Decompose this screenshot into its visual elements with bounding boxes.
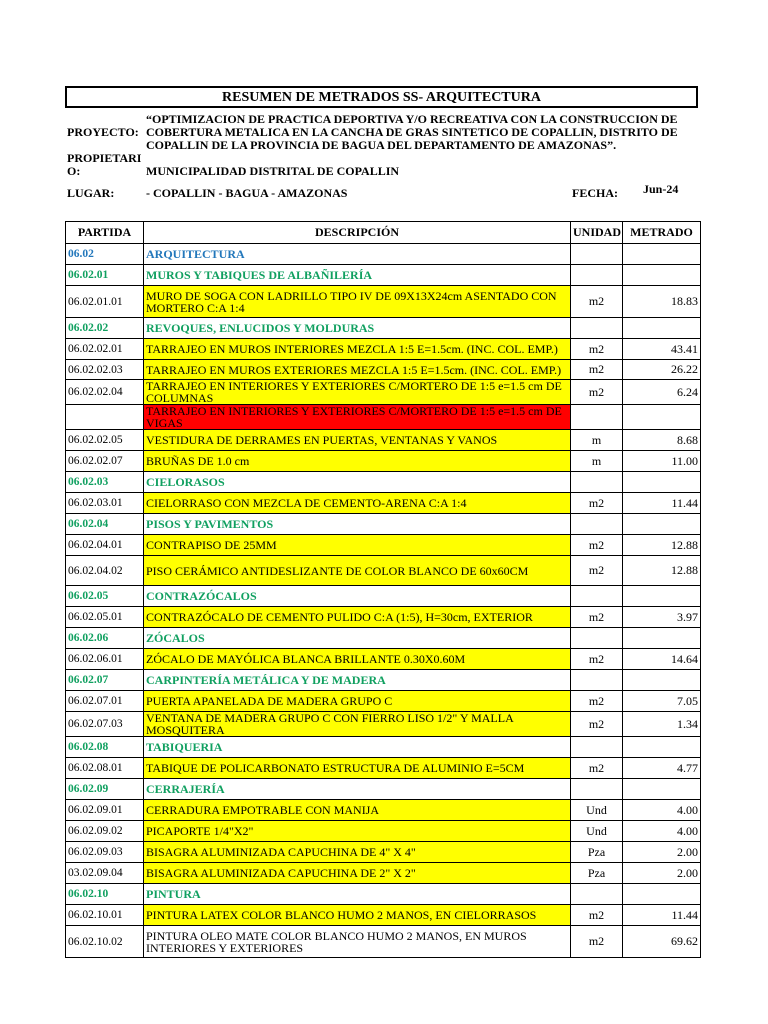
descripcion-cell: PINTURA LATEX COLOR BLANCO HUMO 2 MANOS, EN CIELORRASOS (144, 905, 571, 926)
descripcion-cell: CONTRAZÓCALOS (144, 586, 571, 607)
unidad-cell: m (571, 430, 623, 451)
metrado-cell (623, 405, 701, 430)
metrado-cell: 2.00 (623, 863, 701, 884)
metrado-cell: 7.05 (623, 691, 701, 712)
unidad-cell: m2 (571, 380, 623, 405)
partida-cell: 06.02.02.05 (66, 430, 144, 451)
unidad-cell (571, 586, 623, 607)
table-row (66, 863, 701, 884)
lugar-label: LUGAR: (67, 186, 115, 200)
propietario-value: MUNICIPALIDAD DISTRITAL DE COPALLIN (146, 164, 400, 178)
unidad-cell (571, 514, 623, 535)
table-row (66, 286, 701, 318)
table-row (66, 318, 701, 339)
partida-cell: 06.02.01 (66, 265, 144, 286)
table-row (66, 451, 701, 472)
descripcion-cell: PICAPORTE 1/4"X2" (144, 821, 571, 842)
metrado-cell: 14.64 (623, 649, 701, 670)
descripcion-cell: BRUÑAS DE 1.0 cm (144, 451, 571, 472)
partida-cell: 06.02.09.02 (66, 821, 144, 842)
metrados-table (65, 221, 701, 958)
table-row (66, 884, 701, 905)
metrado-cell: 4.00 (623, 800, 701, 821)
table-row (66, 380, 701, 405)
metrado-cell (623, 318, 701, 339)
document-title: RESUMEN DE METRADOS SS- ARQUITECTURA (65, 86, 698, 108)
partida-cell: 06.02.02.07 (66, 451, 144, 472)
unidad-cell: m2 (571, 360, 623, 380)
descripcion-cell: MUROS Y TABIQUES DE ALBAÑILERÍA (144, 265, 571, 286)
partida-cell: 03.02.09.04 (66, 863, 144, 884)
metrado-cell (623, 779, 701, 800)
descripcion-cell: TARRAJEO EN MUROS INTERIORES MEZCLA 1:5 E=1.5cm. (INC. COL. EMP.) (144, 339, 571, 360)
table-row (66, 758, 701, 779)
lugar-value: - COPALLIN - BAGUA - AMAZONAS (146, 186, 348, 200)
fecha-value: Jun-24 (643, 182, 679, 196)
metrado-cell: 11.44 (623, 493, 701, 514)
descripcion-cell: REVOQUES, ENLUCIDOS Y MOLDURAS (144, 318, 571, 339)
table-row (66, 405, 701, 430)
descripcion-cell: PUERTA APANELADA DE MADERA GRUPO C (144, 691, 571, 712)
table-row (66, 360, 701, 380)
unidad-cell (571, 318, 623, 339)
unidad-cell: m2 (571, 905, 623, 926)
proyecto-text: “OPTIMIZACION DE PRACTICA DEPORTIVA Y/O RECREATIVA CON LA CONSTRUCCION DE COBERTURA METALICA EN LA CANCHA DE GRAS SINTETICO DE COPALLIN, DISTRITO DE COPALLIN DE LA PROVINCIA DE BAGUA DEL DEPARTAMENTO DE AMAZONAS”. (146, 112, 678, 152)
table-row (66, 430, 701, 451)
table-row (66, 472, 701, 493)
table-row (66, 607, 701, 628)
table-row (66, 691, 701, 712)
table-row (66, 905, 701, 926)
table-row (66, 712, 701, 737)
partida-cell: 06.02.03.01 (66, 493, 144, 514)
unidad-cell: m2 (571, 649, 623, 670)
descripcion-cell: PINTURA (144, 884, 571, 905)
metrado-cell (623, 884, 701, 905)
unidad-cell (571, 628, 623, 649)
descripcion-cell: CIELORASOS (144, 472, 571, 493)
table-row (66, 926, 701, 958)
metrado-cell: 12.88 (623, 556, 701, 586)
unidad-cell: m2 (571, 339, 623, 360)
table-header-row (66, 222, 701, 244)
descripcion-cell: PISO CERÁMICO ANTIDESLIZANTE DE COLOR BLANCO DE 60x60CM (144, 556, 571, 586)
partida-cell: 06.02 (66, 244, 144, 265)
metrado-cell (623, 670, 701, 691)
table-row (66, 514, 701, 535)
unidad-cell: m2 (571, 493, 623, 514)
metrado-cell (623, 628, 701, 649)
table-row (66, 779, 701, 800)
metrado-cell (623, 737, 701, 758)
metrado-cell (623, 514, 701, 535)
partida-cell: 06.02.10.02 (66, 926, 144, 958)
partida-cell: 06.02.09.01 (66, 800, 144, 821)
unidad-cell (571, 779, 623, 800)
metrado-cell: 12.88 (623, 535, 701, 556)
descripcion-cell: VENTANA DE MADERA GRUPO C CON FIERRO LISO 1/2" Y MALLA MOSQUITERA (144, 712, 571, 737)
unidad-cell: m2 (571, 286, 623, 318)
descripcion-cell: TARRAJEO EN INTERIORES Y EXTERIORES C/MORTERO DE 1:5 e=1.5 cm DE VIGAS (144, 405, 571, 430)
partida-cell: 06.02.09 (66, 779, 144, 800)
metrado-cell (623, 586, 701, 607)
partida-cell: 06.02.03 (66, 472, 144, 493)
descripcion-cell: BISAGRA ALUMINIZADA CAPUCHINA DE 2" X 2" (144, 863, 571, 884)
fecha-label: FECHA: (572, 186, 618, 200)
col-header-unidad: UNIDAD (571, 222, 623, 244)
partida-cell: 06.02.06.01 (66, 649, 144, 670)
table-row (66, 265, 701, 286)
descripcion-cell: ZÓCALOS (144, 628, 571, 649)
descripcion-cell: CERRADURA EMPOTRABLE CON MANIJA (144, 800, 571, 821)
unidad-cell (571, 670, 623, 691)
descripcion-cell: TARRAJEO EN INTERIORES Y EXTERIORES C/MORTERO DE 1:5 e=1.5 cm DE COLUMNAS (144, 380, 571, 405)
unidad-cell: m2 (571, 712, 623, 737)
table-row (66, 628, 701, 649)
metrado-cell: 11.44 (623, 905, 701, 926)
partida-cell: 06.02.06 (66, 628, 144, 649)
unidad-cell: m2 (571, 926, 623, 958)
table-row (66, 244, 701, 265)
unidad-cell: Pza (571, 842, 623, 863)
propietario-label-line2: O: (67, 164, 81, 178)
metrado-cell: 6.24 (623, 380, 701, 405)
metrado-cell: 18.83 (623, 286, 701, 318)
metrado-cell: 4.77 (623, 758, 701, 779)
metrado-cell: 11.00 (623, 451, 701, 472)
descripcion-cell: TABIQUERIA (144, 737, 571, 758)
proyecto-label: PROYECTO: (67, 125, 139, 139)
descripcion-cell: CERRAJERÍA (144, 779, 571, 800)
metrado-cell: 8.68 (623, 430, 701, 451)
metrado-cell: 4.00 (623, 821, 701, 842)
descripcion-cell: PISOS Y PAVIMENTOS (144, 514, 571, 535)
col-header-descripcion: DESCRIPCIÓN (144, 222, 571, 244)
descripcion-cell: CONTRAPISO DE 25MM (144, 535, 571, 556)
descripcion-cell: PINTURA OLEO MATE COLOR BLANCO HUMO 2 MANOS, EN MUROS INTERIORES Y EXTERIORES (144, 926, 571, 958)
partida-cell: 06.02.02 (66, 318, 144, 339)
unidad-cell: m (571, 451, 623, 472)
unidad-cell (571, 884, 623, 905)
unidad-cell: m2 (571, 535, 623, 556)
table-row (66, 586, 701, 607)
partida-cell: 06.02.07.03 (66, 712, 144, 737)
partida-cell: 06.02.04.02 (66, 556, 144, 586)
descripcion-cell: ARQUITECTURA (144, 244, 571, 265)
table-row (66, 493, 701, 514)
table-row (66, 339, 701, 360)
partida-cell: 06.02.02.03 (66, 360, 144, 380)
metrado-cell (623, 472, 701, 493)
unidad-cell (571, 472, 623, 493)
partida-cell: 06.02.04.01 (66, 535, 144, 556)
unidad-cell: m2 (571, 758, 623, 779)
unidad-cell: m2 (571, 607, 623, 628)
descripcion-cell: VESTIDURA DE DERRAMES EN PUERTAS, VENTANAS Y VANOS (144, 430, 571, 451)
metrado-cell: 2.00 (623, 842, 701, 863)
col-header-metrado: METRADO (623, 222, 701, 244)
descripcion-cell: ZÓCALO DE MAYÓLICA BLANCA BRILLANTE 0.30X0.60M (144, 649, 571, 670)
descripcion-cell: BISAGRA ALUMINIZADA CAPUCHINA DE 4" X 4" (144, 842, 571, 863)
descripcion-cell: TABIQUE DE POLICARBONATO ESTRUCTURA DE ALUMINIO E=5CM (144, 758, 571, 779)
metrado-cell: 43.41 (623, 339, 701, 360)
unidad-cell: Und (571, 821, 623, 842)
unidad-cell: m2 (571, 691, 623, 712)
metrado-cell: 26.22 (623, 360, 701, 380)
descripcion-cell: MURO DE SOGA CON LADRILLO TIPO IV DE 09X13X24cm ASENTADO CON MORTERO C:A 1:4 (144, 286, 571, 318)
partida-cell: 06.02.08.01 (66, 758, 144, 779)
partida-cell: 06.02.01.01 (66, 286, 144, 318)
metrado-cell: 1.34 (623, 712, 701, 737)
descripcion-cell: CONTRAZÓCALO DE CEMENTO PULIDO C:A (1:5), H=30cm, EXTERIOR (144, 607, 571, 628)
unidad-cell (571, 265, 623, 286)
partida-cell: 06.02.05.01 (66, 607, 144, 628)
partida-cell (66, 405, 144, 430)
partida-cell: 06.02.07.01 (66, 691, 144, 712)
unidad-cell: Pza (571, 863, 623, 884)
table-row (66, 821, 701, 842)
unidad-cell (571, 405, 623, 430)
table-row (66, 649, 701, 670)
propietario-label-line1: PROPIETARI (67, 151, 142, 165)
metrado-cell (623, 265, 701, 286)
metrado-cell: 3.97 (623, 607, 701, 628)
unidad-cell: m2 (571, 556, 623, 586)
partida-cell: 06.02.10 (66, 884, 144, 905)
metrado-cell: 69.62 (623, 926, 701, 958)
table-row (66, 800, 701, 821)
descripcion-cell: CIELORRASO CON MEZCLA DE CEMENTO-ARENA C:A 1:4 (144, 493, 571, 514)
table-row (66, 737, 701, 758)
partida-cell: 06.02.08 (66, 737, 144, 758)
partida-cell: 06.02.02.01 (66, 339, 144, 360)
partida-cell: 06.02.02.04 (66, 380, 144, 405)
unidad-cell (571, 244, 623, 265)
partida-cell: 06.02.10.01 (66, 905, 144, 926)
col-header-partida: PARTIDA (66, 222, 144, 244)
partida-cell: 06.02.05 (66, 586, 144, 607)
table-row (66, 535, 701, 556)
unidad-cell (571, 737, 623, 758)
partida-cell: 06.02.04 (66, 514, 144, 535)
table-row (66, 670, 701, 691)
descripcion-cell: CARPINTERÍA METÁLICA Y DE MADERA (144, 670, 571, 691)
unidad-cell: Und (571, 800, 623, 821)
partida-cell: 06.02.07 (66, 670, 144, 691)
metrado-cell (623, 244, 701, 265)
table-row (66, 556, 701, 586)
partida-cell: 06.02.09.03 (66, 842, 144, 863)
descripcion-cell: TARRAJEO EN MUROS EXTERIORES MEZCLA 1:5 E=1.5cm. (INC. COL. EMP.) (144, 360, 571, 380)
table-row (66, 842, 701, 863)
